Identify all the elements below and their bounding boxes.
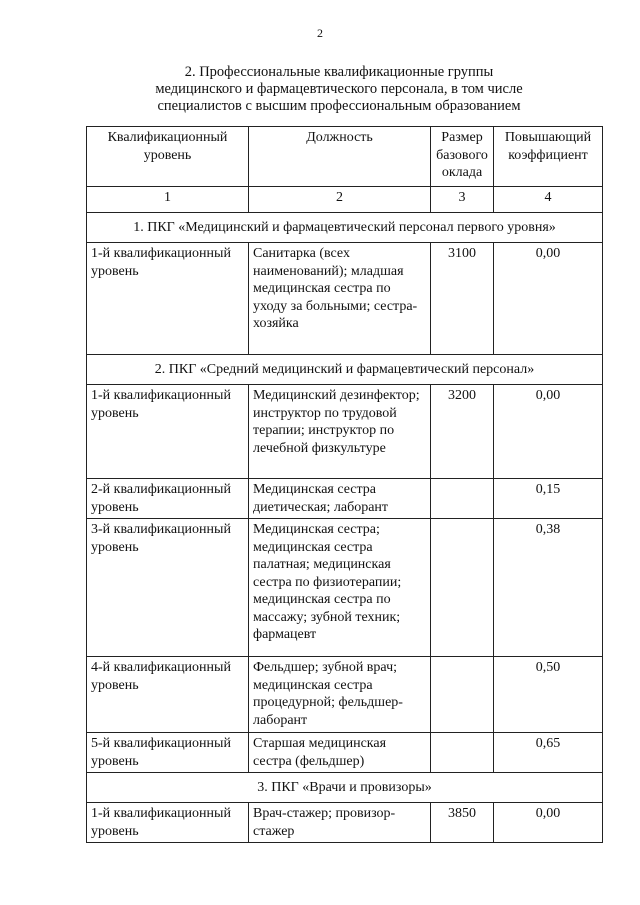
salary-cell: 3200 xyxy=(431,385,494,479)
column-number: 1 xyxy=(87,187,249,213)
salary-cell xyxy=(431,479,494,519)
coefficient-cell: 0,38 xyxy=(494,519,603,657)
salary-cell xyxy=(431,519,494,657)
salary-cell: 3100 xyxy=(431,243,494,355)
salary-cell xyxy=(431,733,494,773)
table-row xyxy=(87,479,603,519)
header-coefficient: Повышающий коэффициент xyxy=(494,127,603,187)
salary-cell xyxy=(431,657,494,733)
position-cell: Медицинский дезинфектор; инструктор по трудовой терапии; инструктор по лечебной физкультуре xyxy=(249,385,431,479)
title-line: специалистов с высшим профессиональным образованием xyxy=(157,98,521,114)
salary-cell: 3850 xyxy=(431,803,494,843)
position-cell: Фельдшер; зубной врач; медицинская сестра процедурной; фельдшер-лаборант xyxy=(249,657,431,733)
group-row xyxy=(87,213,603,243)
group-row xyxy=(87,773,603,803)
column-number: 3 xyxy=(431,187,494,213)
title-line: 2. Профессиональные квалификационные группы xyxy=(184,64,494,80)
table-row xyxy=(87,733,603,773)
coefficient-cell: 0,50 xyxy=(494,657,603,733)
section-title xyxy=(100,64,578,115)
group-title: 1. ПКГ «Медицинский и фармацевтический персонал первого уровня» xyxy=(87,213,603,243)
level-cell: 1-й квалификационный уровень xyxy=(87,243,249,355)
header-level: Квалификационный уровень xyxy=(87,127,249,187)
level-cell: 3-й квалификационный уровень xyxy=(87,519,249,657)
header-salary: Размер базового оклада xyxy=(431,127,494,187)
coefficient-cell: 0,15 xyxy=(494,479,603,519)
header-position: Должность xyxy=(249,127,431,187)
level-cell: 1-й квалификационный уровень xyxy=(87,385,249,479)
level-cell: 1-й квалификационный уровень xyxy=(87,803,249,843)
coefficient-cell: 0,00 xyxy=(494,803,603,843)
position-cell: Медицинская сестра диетическая; лаборант xyxy=(249,479,431,519)
table-row xyxy=(87,243,603,355)
title-line: медицинского и фармацевтического персонала, в том числе xyxy=(155,81,523,97)
level-cell: 5-й квалификационный уровень xyxy=(87,733,249,773)
position-cell: Врач-стажер; провизор-стажер xyxy=(249,803,431,843)
qualification-table xyxy=(86,126,603,843)
group-title: 2. ПКГ «Средний медицинский и фармацевтический персонал» xyxy=(87,355,603,385)
column-number: 2 xyxy=(249,187,431,213)
level-cell: 4-й квалификационный уровень xyxy=(87,657,249,733)
coefficient-cell: 0,65 xyxy=(494,733,603,773)
table-row xyxy=(87,803,603,843)
page-number: 2 xyxy=(317,26,323,40)
coefficient-cell: 0,00 xyxy=(494,385,603,479)
table-row xyxy=(87,385,603,479)
coefficient-cell: 0,00 xyxy=(494,243,603,355)
column-number: 4 xyxy=(494,187,603,213)
group-row xyxy=(87,355,603,385)
column-number-row xyxy=(87,187,603,213)
header-row xyxy=(87,127,603,187)
table-row xyxy=(87,657,603,733)
group-title: 3. ПКГ «Врачи и провизоры» xyxy=(87,773,603,803)
level-cell: 2-й квалификационный уровень xyxy=(87,479,249,519)
position-cell: Санитарка (всех наименований); младшая медицинская сестра по уходу за больными; сестра-хозяйка xyxy=(249,243,431,355)
table-row xyxy=(87,519,603,657)
position-cell: Старшая медицинская сестра (фельдшер) xyxy=(249,733,431,773)
position-cell: Медицинская сестра; медицинская сестра палатная; медицинская сестра по физиотерапии; медицинская сестра по массажу; зубной техник; фармацевт xyxy=(249,519,431,657)
